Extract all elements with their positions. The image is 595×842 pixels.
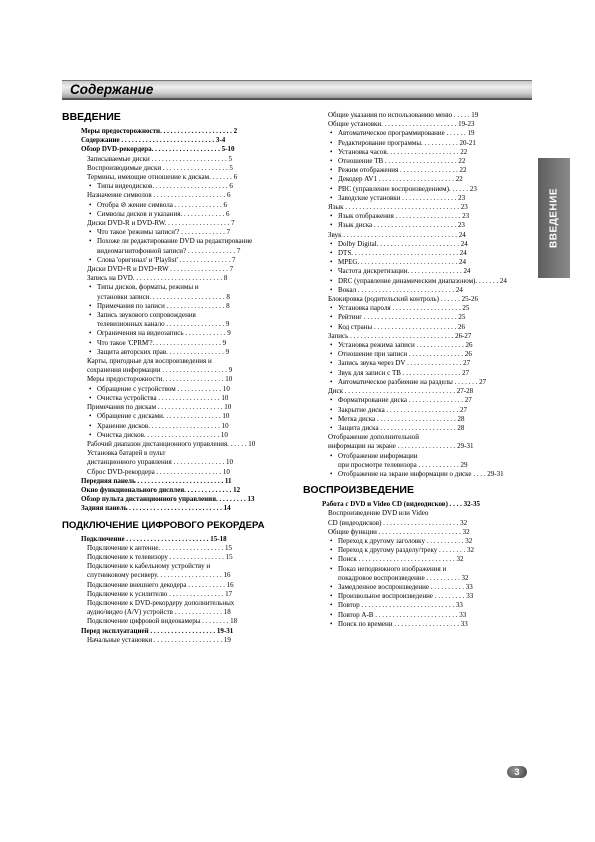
toc-entry: Подключение к кабельному устройству и <box>87 562 211 571</box>
toc-entry: • Dolby Digital. . . . . . . . . . . . . . . . . . . . . . . . 24 <box>303 240 531 249</box>
toc-entry: • Примечания по записи . . . . . . . . . . . . . . . . . 8 <box>62 302 290 311</box>
toc-entry: • Поиск по времени . . . . . . . . . . . . . . . . . . . 33 <box>303 620 531 629</box>
toc-entry: • Отобра ⊘ жение символа . . . . . . . . . . . . . . 6 <box>62 201 290 210</box>
toc-entry: • Установка пароля . . . . . . . . . . . . . . . . . . . . 25 <box>303 304 531 313</box>
toc-entry: Термины, имеющие отношение к дискам. . . . . . . 6 <box>87 173 238 182</box>
toc-entry: • PBC (управление воспроизведением). . . . . . 23 <box>303 185 531 194</box>
toc-list-playback <box>303 500 531 629</box>
toc-entry: • Декодер AV1 . . . . . . . . . . . . . . . . . . . . . . 22 <box>303 175 531 184</box>
toc-entry: информации на экране . . . . . . . . . . . . . . . . . 29-31 <box>328 442 474 451</box>
toc-entry: • Установка часов. . . . . . . . . . . . . . . . . . . . . 22 <box>303 148 531 157</box>
toc-entry: Диски DVD-R и DVD-RW. . . . . . . . . . . . . . . . . . . 7 <box>87 219 235 228</box>
toc-entry: • Обращение с устройством . . . . . . . . . . . . . 10 <box>62 385 290 394</box>
toc-entry: • Поиск . . . . . . . . . . . . . . . . . . . . . . . . . . . . 32 <box>303 555 531 564</box>
toc-entry: Сброс DVD-рекордера . . . . . . . . . . . . . . . . . . . 10 <box>87 467 230 476</box>
toc-entry: Начальные установки . . . . . . . . . . . . . . . . . . . . 19 <box>87 635 231 644</box>
section-header-banner <box>62 80 532 100</box>
page-number-badge <box>507 766 527 778</box>
toc-entry: • Похоже ли редактирование DVD на редактирование <box>62 237 290 246</box>
toc-left-column <box>62 111 290 645</box>
toc-entry: • Слова 'оригинал' и 'Playlist' . . . . . . . . . . . . . . . 7 <box>62 256 290 265</box>
toc-entry: Меры предосторожности. . . . . . . . . . . . . . . . . . 10 <box>87 375 233 384</box>
toc-entry: • Отношение при записи . . . . . . . . . . . . . . . . 26 <box>303 350 531 359</box>
toc-entry: • MPEG. . . . . . . . . . . . . . . . . . . . . . . . . . . . . 24 <box>303 258 531 267</box>
toc-entry: Звук . . . . . . . . . . . . . . . . . . . . . . . . . . . . . . . . . 24 <box>328 230 466 239</box>
toc-entry: • Метка диска . . . . . . . . . . . . . . . . . . . . . . . 28 <box>303 415 531 424</box>
toc-entry: аудио/видео (A/V) устройств . . . . . . . . . . . . . . 18 <box>87 608 231 617</box>
toc-entry: Подключение к телевизору . . . . . . . . . . . . . . . . 15 <box>87 552 233 561</box>
toc-entry: Установка батарей в пульт <box>87 449 166 458</box>
toc-entry: • Вокал . . . . . . . . . . . . . . . . . . . . . . . . . . . . 24 <box>303 286 531 295</box>
toc-entry: • Звук для записи с ТВ . . . . . . . . . . . . . . . . . 27 <box>303 369 531 378</box>
section-title-playback: ВОСПРОИЗВЕДЕНИЕ <box>303 484 414 497</box>
toc-entry: покадровое воспроизведение . . . . . . . . . . 32 <box>338 573 469 582</box>
toc-entry: • Частота дискретизации. . . . . . . . . . . . . . . . 24 <box>303 267 531 276</box>
toc-entry: • Запись звука через DV . . . . . . . . . . . . . . . . 27 <box>303 359 531 368</box>
toc-entry: • Типы видеодисков. . . . . . . . . . . . . . . . . . . . . . 6 <box>62 182 290 191</box>
toc-entry: • Отношение ТВ . . . . . . . . . . . . . . . . . . . . . 22 <box>303 157 531 166</box>
toc-entry: Подключение . . . . . . . . . . . . . . . . . . . . . . . . 15-18 <box>81 534 227 543</box>
toc-entry: Воспроизведение DVD или Video <box>328 509 429 518</box>
toc-entry: Подключение к антенне. . . . . . . . . . . . . . . . . . . 15 <box>87 543 233 552</box>
toc-entry: • Символы дисков и указания. . . . . . . . . . . . . 6 <box>62 210 290 219</box>
toc-entry: Блокировка (родительский контроль) . . . . . . 25-26 <box>328 295 479 304</box>
toc-entry: • Закрытие диска . . . . . . . . . . . . . . . . . . . . . 27 <box>303 406 531 415</box>
toc-entry: Подключение внешнего декодера . . . . . . . . . . . 16 <box>87 580 234 589</box>
toc-entry: Назначение символов . . . . . . . . . . . . . . . . . . . . . 6 <box>87 191 231 200</box>
toc-entry: Обзор пульта дистанционного управления. . . . . . . . . 13 <box>81 495 255 504</box>
toc-entry: • Защита диска . . . . . . . . . . . . . . . . . . . . . . 28 <box>303 424 531 433</box>
toc-entry: • Повтор A-B . . . . . . . . . . . . . . . . . . . . . . . . 33 <box>303 611 531 620</box>
toc-entry: дистанционного управления . . . . . . . . . . . . . . . 10 <box>87 458 233 467</box>
toc-list-connection <box>62 535 290 645</box>
toc-entry: • Заводские установки . . . . . . . . . . . . . . . . 23 <box>303 194 531 203</box>
toc-entry: Запись . . . . . . . . . . . . . . . . . . . . . . . . . . . . . . 26-27 <box>328 331 472 340</box>
section-title-connection: ПОДКЛЮЧЕНИЕ ЦИФРОВОГО РЕКОРДЕРА <box>62 519 265 531</box>
toc-entry: • Что такое 'CPRM'?. . . . . . . . . . . . . . . . . . . . 9 <box>62 339 290 348</box>
toc-entry: • Повтор . . . . . . . . . . . . . . . . . . . . . . . . . . . 33 <box>303 601 531 610</box>
toc-entry: Общие указания по использованию меню . . . . . 19 <box>328 111 479 119</box>
toc-entry: • Замедленное воспроизведение . . . . . . . . . . 33 <box>303 583 531 592</box>
toc-entry: • Редактирование программы. . . . . . . . . . . 20-21 <box>303 139 531 148</box>
toc-entry: Записываемые диски . . . . . . . . . . . . . . . . . . . . . . 5 <box>87 154 233 163</box>
toc-entry: • Отображение на экране информации о диске . . . . 29-31 <box>303 470 531 479</box>
toc-entry: Примечания по дискам . . . . . . . . . . . . . . . . . . . 10 <box>87 403 232 412</box>
toc-entry: • Запись звукового сопровождения <box>62 311 290 320</box>
toc-entry: видеомагнитофонной записи? . . . . . . . . . . . . . . 7 <box>97 246 241 255</box>
toc-entry: • Отображение информации <box>303 452 531 461</box>
toc-entry: • Язык отображения . . . . . . . . . . . . . . . . . . . 23 <box>303 212 531 221</box>
toc-entry: Диски DVD+R и DVD+RW . . . . . . . . . . . . . . . . . 7 <box>87 265 234 274</box>
toc-entry: • Произвольное воспроизведение . . . . . . . . . 33 <box>303 592 531 601</box>
toc-list-introduction <box>62 127 290 514</box>
toc-entry: • Обращение с дисками. . . . . . . . . . . . . . . . . 10 <box>62 412 290 421</box>
toc-entry: Содержание . . . . . . . . . . . . . . . . . . . . . . . . . . . 3-4 <box>81 136 226 145</box>
toc-entry: • Хранение дисков. . . . . . . . . . . . . . . . . . . . . 10 <box>62 422 290 431</box>
toc-entry: • Рейтинг . . . . . . . . . . . . . . . . . . . . . . . . . . . 25 <box>303 313 531 322</box>
toc-entry: Язык . . . . . . . . . . . . . . . . . . . . . . . . . . . . . . . . . 23 <box>328 203 468 212</box>
toc-entry: Перед эксплуатацией . . . . . . . . . . . . . . . . . . . 19-31 <box>81 626 234 635</box>
toc-entry: Работа с DVD и Video CD (видеодисков) . . . . 32-35 <box>322 500 481 509</box>
toc-entry: • Показ неподвижного изображения и <box>303 565 531 574</box>
toc-entry: спутниковому ресиверу. . . . . . . . . . . . . . . . . . . 16 <box>87 571 231 580</box>
toc-list-settings <box>303 111 531 479</box>
side-tab-label: ВВЕДЕНИЕ <box>548 188 560 248</box>
toc-entry: установки записи. . . . . . . . . . . . . . . . . . . . . . 8 <box>97 292 230 301</box>
toc-entry: Окно функционального дисплея. . . . . . . . . . . . . . 12 <box>81 485 241 494</box>
toc-entry: • Защита авторских прав. . . . . . . . . . . . . . . . . 9 <box>62 348 290 357</box>
toc-entry: Задняя панель . . . . . . . . . . . . . . . . . . . . . . . . . . . 14 <box>81 504 231 513</box>
toc-entry: • Автоматическое программирование . . . . . . 19 <box>303 129 531 138</box>
toc-right-column <box>303 111 531 629</box>
toc-entry: Диск . . . . . . . . . . . . . . . . . . . . . . . . . . . . . . . . 27-28 <box>328 387 474 396</box>
toc-entry: Подключение к усилителю . . . . . . . . . . . . . . . . 17 <box>87 589 233 598</box>
toc-entry: • Режим отображения . . . . . . . . . . . . . . . . . 22 <box>303 166 531 175</box>
toc-entry: • Автоматическое разбиение на разделы . . . . . . . 27 <box>303 378 531 387</box>
toc-entry: Воспроизводимые диски . . . . . . . . . . . . . . . . . . . 5 <box>87 163 233 172</box>
toc-entry: Рабочий диапазон дистанционного управления. . . . . . 10 <box>87 439 256 448</box>
toc-entry: • Ограничения на видеозапись . . . . . . . . . . . . 9 <box>62 329 290 338</box>
toc-entry: Обзор DVD-рекордера. . . . . . . . . . . . . . . . . . . . 5-10 <box>81 145 235 154</box>
toc-entry: • Очистка устройства . . . . . . . . . . . . . . . . . . 10 <box>62 394 290 403</box>
toc-entry: • Язык диска . . . . . . . . . . . . . . . . . . . . . . . . 23 <box>303 221 531 230</box>
toc-entry: Подключение цифровой видеокамеры . . . . . . . . 18 <box>87 617 238 626</box>
toc-entry: Отображение дополнительной <box>328 433 419 442</box>
page-number: 3 <box>514 767 520 777</box>
toc-entry: Общие установки. . . . . . . . . . . . . . . . . . . . . . 19-23 <box>328 120 475 129</box>
toc-entry: • Очистка дисков. . . . . . . . . . . . . . . . . . . . . . 10 <box>62 431 290 440</box>
page-title: Содержание <box>70 82 154 97</box>
toc-entry: • Переход к другому разделу/треку . . . . . . . . 32 <box>303 546 531 555</box>
chapter-side-tab <box>538 158 570 278</box>
toc-entry: сохранения информации . . . . . . . . . . . . . . . . . . . 9 <box>87 366 233 375</box>
toc-entry: Запись на DVD. . . . . . . . . . . . . . . . . . . . . . . . . . 8 <box>87 274 228 283</box>
toc-entry: • DRC (управление динамическим диапазоном). . . . . . . 24 <box>303 277 531 286</box>
toc-entry: • DTS. . . . . . . . . . . . . . . . . . . . . . . . . . . . . . . 24 <box>303 249 531 258</box>
toc-entry: Передняя панель . . . . . . . . . . . . . . . . . . . . . . . . . 11 <box>81 476 232 485</box>
toc-entry: Меры предосторожности. . . . . . . . . . . . . . . . . . . . . 2 <box>81 127 238 135</box>
toc-entry: Карты, пригодные для воспроизведения и <box>87 357 212 366</box>
toc-entry: CD (видеодисков) . . . . . . . . . . . . . . . . . . . . . . 32 <box>328 518 468 527</box>
toc-entry: • Форматирование диска . . . . . . . . . . . . . . . . 27 <box>303 396 531 405</box>
toc-entry: • Переход к другому заголовку . . . . . . . . . . . 32 <box>303 537 531 546</box>
section-title-introduction: ВВЕДЕНИЕ <box>62 111 121 123</box>
toc-entry: телевизионных канало . . . . . . . . . . . . . . . . . 9 <box>97 320 230 329</box>
toc-entry: при просмотре телевизора . . . . . . . . . . . . 29 <box>338 460 468 469</box>
toc-entry: • Типы дисков, форматы, режимы и <box>62 283 290 292</box>
toc-entry: • Что такое 'режимы записи'? . . . . . . . . . . . . . 7 <box>62 228 290 237</box>
toc-entry: Подключение к DVD-рекордеру дополнительных <box>87 598 235 607</box>
toc-entry: Общие функции . . . . . . . . . . . . . . . . . . . . . . . . 32 <box>328 527 470 536</box>
toc-entry: • Установка режима записи . . . . . . . . . . . . . . 26 <box>303 341 531 350</box>
toc-entry: • Код страны . . . . . . . . . . . . . . . . . . . . . . . . 26 <box>303 323 531 332</box>
